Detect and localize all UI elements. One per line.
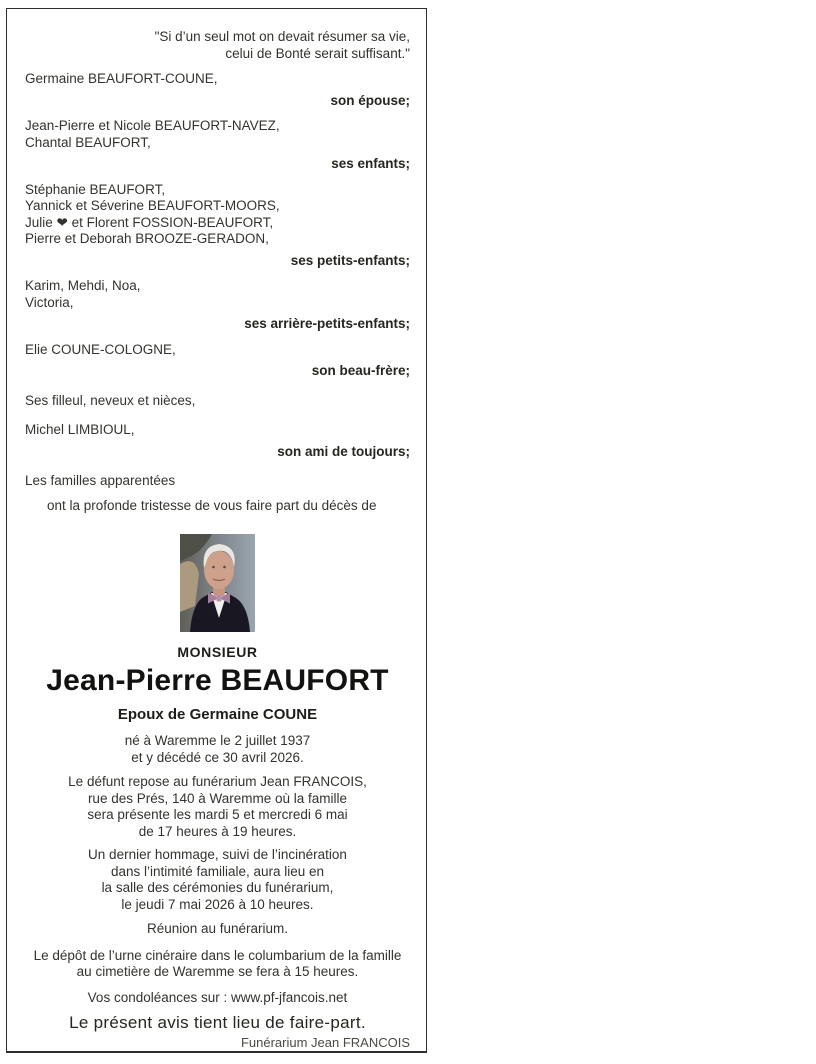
condolences-line: Vos condoléances sur : www.pf-jfancois.net [87,989,348,1005]
repose-line: sera présente les mardi 5 et mercredi 6 mai [87,807,348,822]
birth-line: né à Waremme le 2 juillet 1937 [124,733,311,748]
relatives-group-children [25,118,410,173]
relative-name: Elie COUNE-COLOGNE, [25,341,176,357]
relation-label: son épouse; [330,92,410,108]
opening-quote [25,28,410,62]
repose-paragraph [25,774,410,840]
ceremony-line: dans l’intimité familiale, aura lieu en [110,863,325,879]
relative-name: Stéphanie BEAUFORT, [25,181,166,197]
ceremony-paragraph [25,847,410,913]
photo-container [25,534,410,632]
death-line: et y décédé ce 30 avril 2026. [131,749,304,765]
relative-name-with-heart-icon: Julie ❤ et Florent FOSSION-BEAUFORT, [25,214,274,230]
relative-name: Michel LIMBIOUL, [25,422,135,437]
relation-label: ses arrière-petits-enfants; [244,316,410,331]
ceremony-line: Un dernier hommage, suivi de l’incinération [88,847,347,862]
relatives-group-lifelong-friend [25,422,410,460]
repose-line: Le défunt repose au funérarium Jean FRANCOIS, [68,774,367,789]
death-notice-card [6,8,427,1053]
relation-label: ses petits-enfants; [290,252,410,268]
life-dates [25,733,410,766]
funeral-home-signature: Funérarium Jean FRANCOIS [240,1035,410,1050]
reunion-line: Réunion au funérarium. [146,921,289,936]
relation-label: ses enfants; [331,156,410,171]
relatives-group-great-grandchildren [25,278,410,333]
relatives-group-grandchildren [25,182,410,270]
ceremony-line: le jeudi 7 mai 2026 à 10 heures. [121,896,314,912]
repose-line: rue des Prés, 140 à Waremme où la famille [87,790,348,806]
relation-label: son beau-frère; [311,363,410,378]
relative-name: Yannick et Séverine BEAUFORT-MOORS, [25,198,280,213]
relative-name: Chantal BEAUFORT, [25,134,151,150]
repose-line: de 17 heures à 19 heures. [138,823,297,839]
families-line: Les familles apparentées [25,473,176,488]
quote-line: celui de Bonté serait suffisant." [225,46,410,61]
relative-name: Karim, Mehdi, Noa, [25,278,141,293]
urn-line: au cimetière de Waremme se fera à 15 heures. [76,964,359,979]
quote-line: "Si d’un seul mot on devait résumer sa vie, [154,29,410,44]
relative-name: Jean-Pierre et Nicole BEAUFORT-NAVEZ, [25,118,280,133]
relatives-group-spouse [25,71,410,109]
spouse-line: Epoux de Germaine COUNE [117,706,318,723]
ceremony-line: la salle des cérémonies du funérarium, [101,880,334,895]
relative-name: Ses filleul, neveux et nièces, [25,392,196,408]
relatives-group-brother-in-law [25,342,410,380]
urn-paragraph [25,948,410,981]
relative-name: Victoria, [25,294,74,310]
relation-label: son ami de toujours; [277,443,410,459]
relative-name: Pierre et Deborah BROOZE-GERADON, [25,231,269,246]
announcement-line: ont la profonde tristesse de vous faire part du décès de [47,497,377,513]
urn-line: Le dépôt de l’urne cinéraire dans le columbarium de la famille [33,947,402,963]
civility-title: MONSIEUR [177,644,258,660]
deceased-portrait-photo [180,534,255,632]
relatives-group-godson-nephews [25,393,410,410]
relative-name: Germaine BEAUFORT-COUNE, [25,71,218,86]
faire-part-line: Le présent avis tient lieu de faire-part. [69,1013,366,1032]
deceased-name: Jean-Pierre BEAUFORT [46,664,389,697]
